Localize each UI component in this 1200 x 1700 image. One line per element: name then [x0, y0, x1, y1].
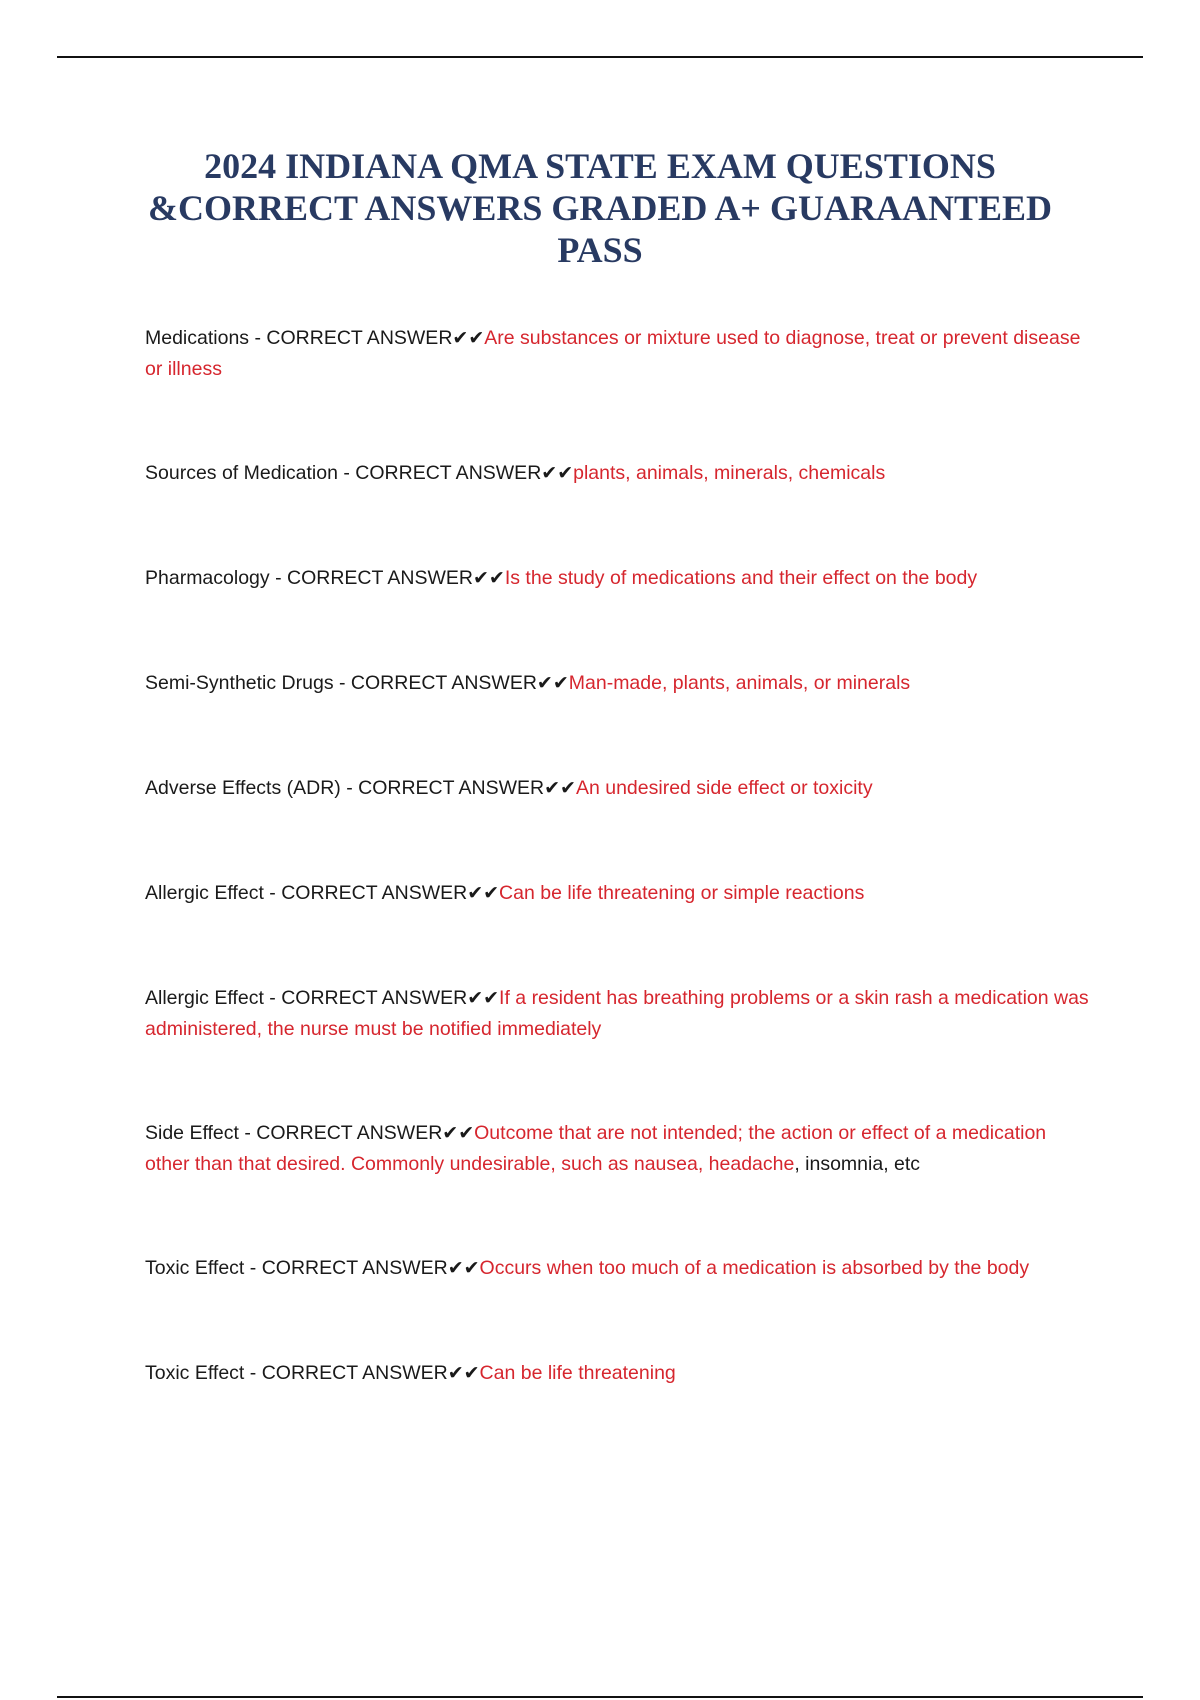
checkmark-icon: ✔✔ [541, 462, 574, 484]
qa-term: Toxic Effect [145, 1362, 245, 1384]
qa-term: Adverse Effects (ADR) [145, 777, 341, 799]
qa-separator: - [244, 1362, 262, 1384]
qa-separator: - [337, 462, 356, 484]
bottom-rule [57, 1696, 1143, 1698]
checkmark-icon: ✔✔ [447, 1362, 480, 1384]
qa-item [145, 983, 1095, 1045]
qa-item [145, 1358, 1095, 1389]
qa-answer-tail: , insomnia, etc [794, 1153, 921, 1175]
qa-term: Semi-Synthetic Drugs [145, 672, 334, 694]
qa-answer: Are substances or mixture used to diagnose, treat or prevent disease or illness [145, 327, 1081, 380]
qa-item [145, 563, 1095, 594]
qa-separator: - [340, 777, 359, 799]
correct-answer-label: CORRECT ANSWER [355, 462, 542, 484]
qa-item [145, 878, 1095, 909]
qa-separator: - [263, 987, 282, 1009]
qa-list [145, 323, 1095, 1389]
qa-answer: An undesired side effect or toxicity [575, 777, 873, 799]
qa-separator: - [263, 882, 282, 904]
correct-answer-label: CORRECT ANSWER [350, 672, 537, 694]
qa-term: Allergic Effect [145, 987, 264, 1009]
qa-item [145, 668, 1095, 699]
qa-answer: Can be life threatening or simple reactions [499, 882, 865, 904]
correct-answer-label: CORRECT ANSWER [256, 1122, 443, 1144]
qa-term: Toxic Effect [145, 1257, 245, 1279]
correct-answer-label: CORRECT ANSWER [261, 1362, 448, 1384]
checkmark-icon: ✔✔ [442, 1122, 475, 1144]
checkmark-icon: ✔✔ [447, 1257, 480, 1279]
checkmark-icon: ✔✔ [452, 327, 485, 349]
top-rule [57, 56, 1143, 58]
qa-term: Allergic Effect [145, 882, 264, 904]
checkmark-icon: ✔✔ [544, 777, 576, 799]
qa-item [145, 1253, 1095, 1284]
qa-answer: Occurs when too much of a medication is absorbed by the body [479, 1257, 1030, 1279]
qa-answer: plants, animals, minerals, chemicals [573, 462, 886, 484]
qa-item [145, 458, 1095, 489]
correct-answer-label: CORRECT ANSWER [287, 567, 473, 589]
qa-term: Medications [145, 327, 250, 349]
qa-term: Pharmacology [145, 567, 270, 589]
qa-answer: If a resident has breathing problems or a skin rash a medication was administered, the nurse must be notified immediately [145, 987, 1089, 1040]
checkmark-icon: ✔✔ [467, 882, 500, 904]
qa-answer: Outcome that are not intended; the action or effect of a medication other than that desired. Commonly undesirable, such as nausea, headache [145, 1122, 1047, 1175]
qa-answer: Man-made, plants, animals, or minerals [568, 672, 911, 694]
qa-separator: - [238, 1122, 257, 1144]
correct-answer-label: CORRECT ANSWER [281, 882, 468, 904]
qa-item [145, 323, 1095, 385]
document-title: 2024 INDIANA QMA STATE EXAM QUESTIONS &CORRECT ANSWERS GRADED A+ GUARAANTEED PASS [148, 146, 1052, 270]
qa-item [145, 773, 1095, 804]
qa-separator: - [249, 327, 267, 349]
checkmark-icon: ✔✔ [467, 987, 500, 1009]
qa-answer: Can be life threatening [479, 1362, 676, 1384]
qa-answer: Is the study of medications and their effect on the body [504, 567, 978, 589]
qa-item [145, 1118, 1095, 1180]
qa-separator: - [269, 567, 287, 589]
correct-answer-label: CORRECT ANSWER [358, 777, 545, 799]
correct-answer-label: CORRECT ANSWER [261, 1257, 448, 1279]
qa-separator: - [244, 1257, 262, 1279]
qa-separator: - [333, 672, 351, 694]
checkmark-icon: ✔✔ [473, 567, 505, 589]
qa-term: Side Effect [145, 1122, 239, 1144]
correct-answer-label: CORRECT ANSWER [281, 987, 468, 1009]
checkmark-icon: ✔✔ [536, 672, 569, 694]
correct-answer-label: CORRECT ANSWER [266, 327, 453, 349]
qa-term: Sources of Medication [145, 462, 338, 484]
